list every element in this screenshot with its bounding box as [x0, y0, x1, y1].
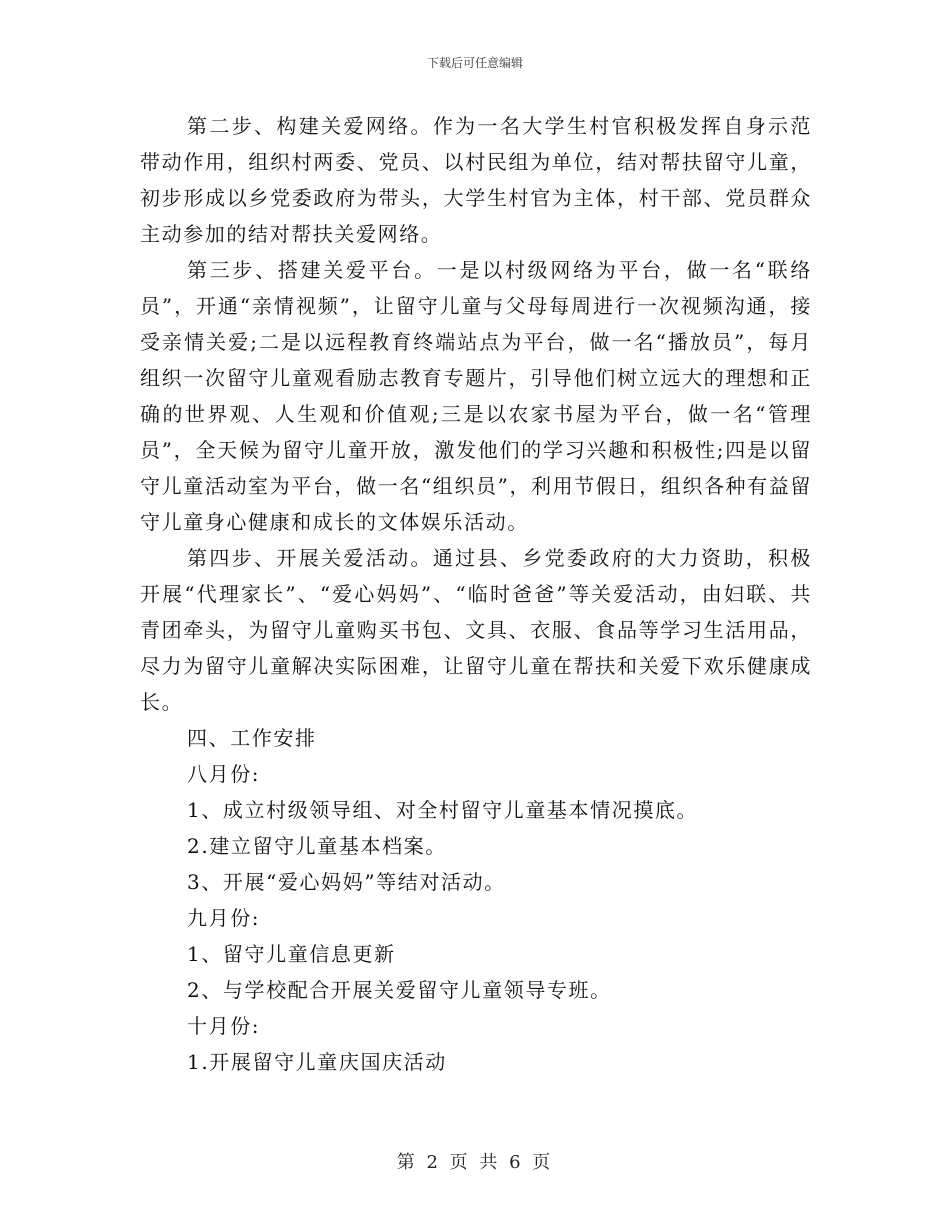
section-heading-work-plan: 四、工作安排: [187, 726, 317, 750]
month-heading-october: 十月份:: [187, 1014, 261, 1038]
page-number: 第 2 页 共 6 页: [396, 1152, 554, 1173]
list-item: 1、成立村级领导组、对全村留守儿童基本情况摸底。: [187, 798, 699, 822]
month-heading-august: 八月份:: [187, 762, 261, 786]
list-item: 2.建立留守儿童基本档案。: [187, 834, 447, 858]
document-body: [140, 108, 812, 1080]
paragraph-step-two: 第二步、构建关爱网络。作为一名大学生村官积极发挥自身示范带动作用，组织村两委、党员、以村民组为单位，结对帮扶留守儿童，初步形成以乡党委政府为带头，大学生村官为主体，村干部、党员群众主动参加的结对帮扶关爱网络。: [140, 114, 812, 246]
page-header-note: 下载后可任意编辑: [426, 56, 523, 70]
month-heading-september: 九月份:: [187, 906, 261, 930]
list-item: 1、留守儿童信息更新: [187, 942, 396, 966]
list-item: 3、开展“爱心妈妈”等结对活动。: [187, 870, 506, 894]
paragraph-step-four: 第四步、开展关爱活动。通过县、乡党委政府的大力资助，积极开展“代理家长”、“爱心妈妈”、“临时爸爸”等关爱活动，由妇联、共青团牵头，为留守儿童购买书包、文具、衣服、食品等学习生活用品，尽力为留守儿童解决实际困难，让留守儿童在帮扶和关爱下欢乐健康成长。: [140, 546, 812, 714]
paragraph-step-three: 第三步、搭建关爱平台。一是以村级网络为平台，做一名“联络员”，开通“亲情视频”，让留守儿童与父母每周进行一次视频沟通，接受亲情关爱;二是以远程教育终端站点为平台，做一名“播放员”，每月组织一次留守儿童观看励志教育专题片，引导他们树立远大的理想和正确的世界观、人生观和价值观;三是以农家书屋为平台，做一名“管理员”，全天候为留守儿童开放，激发他们的学习兴趣和积极性;四是以留守儿童活动室为平台，做一名“组织员”，利用节假日，组织各种有益留守儿童身心健康和成长的文体娱乐活动。: [140, 258, 812, 534]
list-item: 1.开展留守儿童庆国庆活动: [187, 1050, 447, 1074]
list-item: 2、与学校配合开展关爱留守儿童领导专班。: [187, 978, 612, 1002]
